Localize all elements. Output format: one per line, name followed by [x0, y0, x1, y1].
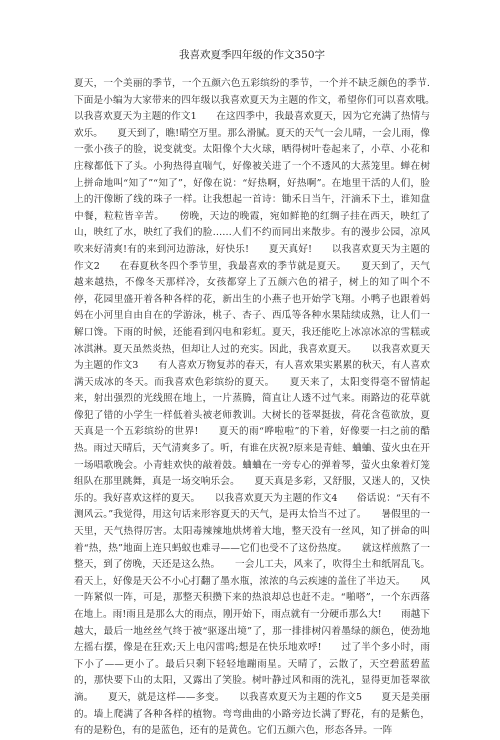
document-body: 夏天，一个美丽的季节，一个五颜六色五彩缤纷的季节，一个并不缺乏颜色的季节.下面是小编为大家带来的四年级以我喜欢夏天为主题的作文，希望你们可以喜欢哦。 以我喜欢夏天为主题的作文1 在这四季中，我最喜欢夏天，因为它充满了热情与欢乐。 夏天到了，瞧!晴空万里。那么滑腻。夏天的天气一会儿晴，一会儿雨，像一张小孩子的脸，说变就变。太阳像个大火球，晒得树叶卷起来了，小草、小花和庄稼都低下了头。小狗热得直喘气，好像被关进了一个不透风的大蒸笼里。蝉在树上拼命地叫“知了”“知了”，好像在说：“好热啊，好热啊”。在地里干活的人们，脸上的汗像断了线的珠子一样。让我想起一首诗：锄禾日当午，汗滴禾下土，谁知盘中餐，粒粒皆辛苦。 傍晚，天边的晚霞，宛如鲜艳的红绸子挂在西天，映红了山，映红了水，映红了我们的脸……人们不约而同出来散步。有的漫步公园，凉风吹来好清爽!有的来到河边游泳，好快乐! 夏天真好! 以我喜欢夏天为主题的作文2 在春夏秋冬四个季节里，我最喜欢的季节就是夏天。 夏天到了，天气越来越热，不像冬天那样冷，女孩都穿上了五颜六色的裙子，树上的知了叫个不停，花园里盛开着各种各样的花，新出生的小燕子也开始学飞翔。小鸭子也跟着妈妈在小河里自由自在的学游泳，桃子、杏子、西瓜等各种水果陆续成熟，让人们一解口馋。下雨的时候，还能看到闪电和彩虹。夏天，我还能吃上冰凉冰凉的雪糕或冰淇淋。夏天虽然炎热，但却让人过的充实。因此，我喜欢夏天。 以我喜欢夏天为主题的作文3 有人喜欢万物复苏的春天，有人喜欢果实累累的秋天，有人喜欢满天成冰的冬天。而我喜欢色彩缤纷的夏天。 夏天来了，太阳变得毫不留情起来，射出强烈的光线照在地上，一片蒸腾，简直让人透不过气来。雨路边的花草就像犯了错的小学生一样低着头被老师教训。大树长的苍翠挺拔，荷花含苞欲放，夏天真是一个五彩缤纷的世界! 夏天的雨“哗啦啦”的下着，好像要一扫之前的酷热。雨过天晴后，天气清爽多了。听，有谁在庆祝?原来是青蛙、蛐蛐、萤火虫在开一场唱歌晚会。小青蛙欢快的敲着鼓。蛐蛐在一旁专心的弹着琴，萤火虫象着灯笼组队在那里跳舞，真是一场交响乐会。 夏天真是多彩，又舒服，又迷人的，又快乐的。我好喜欢这样的夏天。 以我喜欢夏天为主题的作文4 俗话说：“天有不测风云。”我觉得，用这句话来形容夏天的天气，是再太恰当不过了。 暑假里的一天里，天气热得厉害。太阳毒辣辣地烘烤着大地，整天没有一丝风，知了拼命的叫着“热，热”地面上连只蚂蚁也难寻——它们也受不了这份热度。 就这样煎熬了一整天，到了傍晚，天还是这么热。 一会儿工夫，风来了，吹得尘土和纸屑乱飞。看天上，好像是天公不小心打翻了墨水瓶，浓浓的乌云疾速的盖住了半边天。 风一阵紧似一阵，可是，那整天积攒下来的热浪却总也赶不走。“啪嗒”，一个东西落在地上。雨!雨且是那么大的雨点，刚开始下，雨点就有一分硬币那么大! 雨越下越大，最后一地丝丝气终于被“驱逐出境”了，那一排排树闪着墨绿的颜色，使劲地左摇右摆，像是在狂欢;天上电闪雷鸣;想是在快乐地欢呼! 过了半个多小时，雨下小了——更小了。最后只剩下轻轻地蹦雨星。天晴了，云散了，天空碧蓝碧蓝的，那快要下山的太阳，又露出了笑脸。树叶静过风和雨的洗礼，显得更加苍翠欲滴。 夏天，就是这样——多变。 以我喜欢夏天为主题的作文5 夏天是美丽的。墙上爬满了各种各样的植物。弯弯曲曲的小路旁边长满了野花，有的是紫色，有的是粉色，有的是蓝色，还有的是黄色。它们五颜六色，形态各异。一阵 — [74, 78, 450, 737]
document-title: 我喜欢夏季四年级的作文350字 — [178, 49, 326, 61]
